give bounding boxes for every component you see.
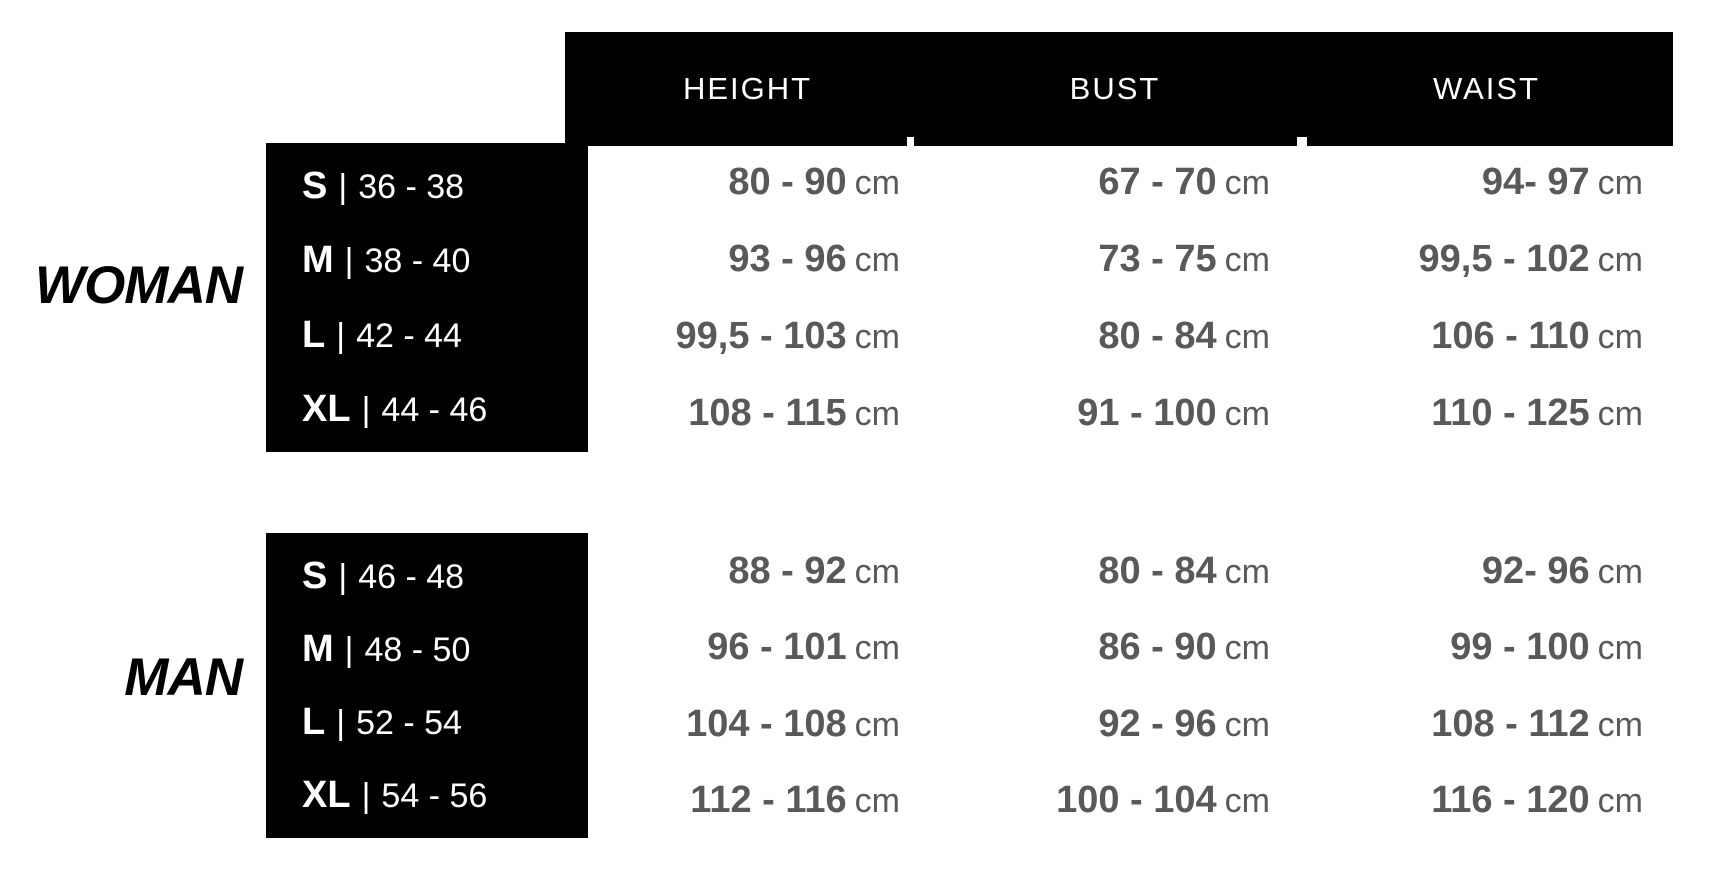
value-unit: cm <box>1224 163 1270 202</box>
size-range: 42 - 44 <box>356 316 462 355</box>
height-value <box>565 550 930 593</box>
column-header-height: HEIGHT <box>682 71 813 106</box>
table-row <box>565 392 1673 435</box>
table-row <box>565 778 1673 821</box>
value-number: 80 - 84 <box>1098 550 1217 593</box>
size-range: 46 - 48 <box>358 557 465 596</box>
woman-size-block <box>266 143 588 452</box>
size-code: M <box>302 239 334 282</box>
column-header-bar <box>565 32 1673 146</box>
value-number: 92 - 96 <box>1098 702 1217 745</box>
value-number: 73 - 75 <box>1098 237 1217 280</box>
value-number: 91 - 100 <box>1077 392 1217 435</box>
size-separator: | <box>336 316 346 355</box>
value-number: 112 - 116 <box>690 778 847 821</box>
size-code: S <box>302 165 328 208</box>
height-value <box>565 160 930 203</box>
value-unit: cm <box>1597 553 1643 592</box>
value-number: 108 - 112 <box>1431 702 1590 745</box>
value-unit: cm <box>1597 318 1643 357</box>
waist-value <box>1300 702 1673 745</box>
table-row <box>565 160 1673 203</box>
value-unit: cm <box>1224 395 1270 434</box>
bust-value <box>930 392 1300 435</box>
value-unit: cm <box>1597 781 1643 820</box>
waist-value <box>1300 315 1673 358</box>
man-section-label: MAN <box>124 648 242 707</box>
size-code: L <box>302 313 326 356</box>
size-code: M <box>302 627 334 670</box>
size-row <box>302 239 588 282</box>
bust-value <box>930 160 1300 203</box>
value-unit: cm <box>1224 318 1270 357</box>
value-unit: cm <box>1597 240 1643 279</box>
value-number: 99,5 - 102 <box>1418 237 1590 280</box>
bust-value <box>930 778 1300 821</box>
man-size-block <box>266 533 588 838</box>
size-code: S <box>302 554 328 597</box>
height-value <box>565 237 930 280</box>
waist-value <box>1300 392 1673 435</box>
size-separator: | <box>336 704 346 743</box>
size-row <box>302 554 588 597</box>
value-unit: cm <box>854 318 900 357</box>
waist-value <box>1300 550 1673 593</box>
value-number: 100 - 104 <box>1056 778 1217 821</box>
size-range: 52 - 54 <box>356 704 462 743</box>
size-range: 54 - 56 <box>381 777 488 816</box>
value-number: 80 - 84 <box>1098 315 1217 358</box>
size-code: XL <box>302 774 351 817</box>
value-unit: cm <box>854 163 900 202</box>
waist-value <box>1300 237 1673 280</box>
bust-value <box>930 702 1300 745</box>
height-value <box>565 778 930 821</box>
value-unit: cm <box>854 395 900 434</box>
value-number: 108 - 115 <box>688 392 847 435</box>
column-header-bust: BUST <box>1069 71 1161 106</box>
value-number: 104 - 108 <box>686 702 847 745</box>
size-row <box>302 701 588 744</box>
size-range: 36 - 38 <box>358 168 465 207</box>
size-separator: | <box>338 557 348 596</box>
height-value <box>565 702 930 745</box>
value-unit: cm <box>854 240 900 279</box>
value-number: 88 - 92 <box>728 550 847 593</box>
bust-value <box>930 626 1300 669</box>
size-row <box>302 165 588 208</box>
table-row <box>565 237 1673 280</box>
height-value <box>565 392 930 435</box>
value-unit: cm <box>1597 629 1643 668</box>
bust-value <box>930 237 1300 280</box>
size-code: L <box>302 701 326 744</box>
table-row <box>565 702 1673 745</box>
table-row <box>565 315 1673 358</box>
height-value <box>565 315 930 358</box>
size-separator: | <box>361 777 371 816</box>
bust-value <box>930 315 1300 358</box>
value-unit: cm <box>854 705 900 744</box>
value-unit: cm <box>1597 395 1643 434</box>
size-separator: | <box>344 630 354 669</box>
size-code: XL <box>302 387 351 430</box>
size-row <box>302 313 588 356</box>
table-row <box>565 550 1673 593</box>
value-number: 86 - 90 <box>1098 626 1217 669</box>
man-values <box>565 533 1673 838</box>
woman-values <box>565 143 1673 452</box>
size-range: 38 - 40 <box>364 242 471 281</box>
value-number: 93 - 96 <box>728 237 847 280</box>
waist-value <box>1300 160 1673 203</box>
value-number: 99,5 - 103 <box>675 315 847 358</box>
size-separator: | <box>344 242 354 281</box>
size-range: 44 - 46 <box>381 390 488 429</box>
value-number: 96 - 101 <box>707 626 847 669</box>
column-header-waist: WAIST <box>1432 71 1540 106</box>
value-number: 80 - 90 <box>728 160 847 203</box>
bust-value <box>930 550 1300 593</box>
value-number: 67 - 70 <box>1098 160 1217 203</box>
woman-section-label: WOMAN <box>35 256 242 315</box>
size-separator: | <box>361 390 371 429</box>
value-number: 94- 97 <box>1481 160 1590 203</box>
value-number: 116 - 120 <box>1431 778 1590 821</box>
value-unit: cm <box>1224 705 1270 744</box>
value-unit: cm <box>854 553 900 592</box>
value-unit: cm <box>1597 163 1643 202</box>
table-row <box>565 626 1673 669</box>
value-unit: cm <box>854 781 900 820</box>
value-number: 106 - 110 <box>1431 315 1590 358</box>
size-row <box>302 627 588 670</box>
value-unit: cm <box>1224 553 1270 592</box>
value-unit: cm <box>1224 240 1270 279</box>
value-number: 99 - 100 <box>1450 626 1590 669</box>
value-unit: cm <box>854 629 900 668</box>
waist-value <box>1300 778 1673 821</box>
height-value <box>565 626 930 669</box>
size-row <box>302 774 588 817</box>
value-number: 92- 96 <box>1481 550 1590 593</box>
value-unit: cm <box>1597 705 1643 744</box>
size-separator: | <box>338 168 348 207</box>
size-row <box>302 387 588 430</box>
value-number: 110 - 125 <box>1431 392 1590 435</box>
value-unit: cm <box>1224 781 1270 820</box>
size-range: 48 - 50 <box>364 630 471 669</box>
waist-value <box>1300 626 1673 669</box>
value-unit: cm <box>1224 629 1270 668</box>
